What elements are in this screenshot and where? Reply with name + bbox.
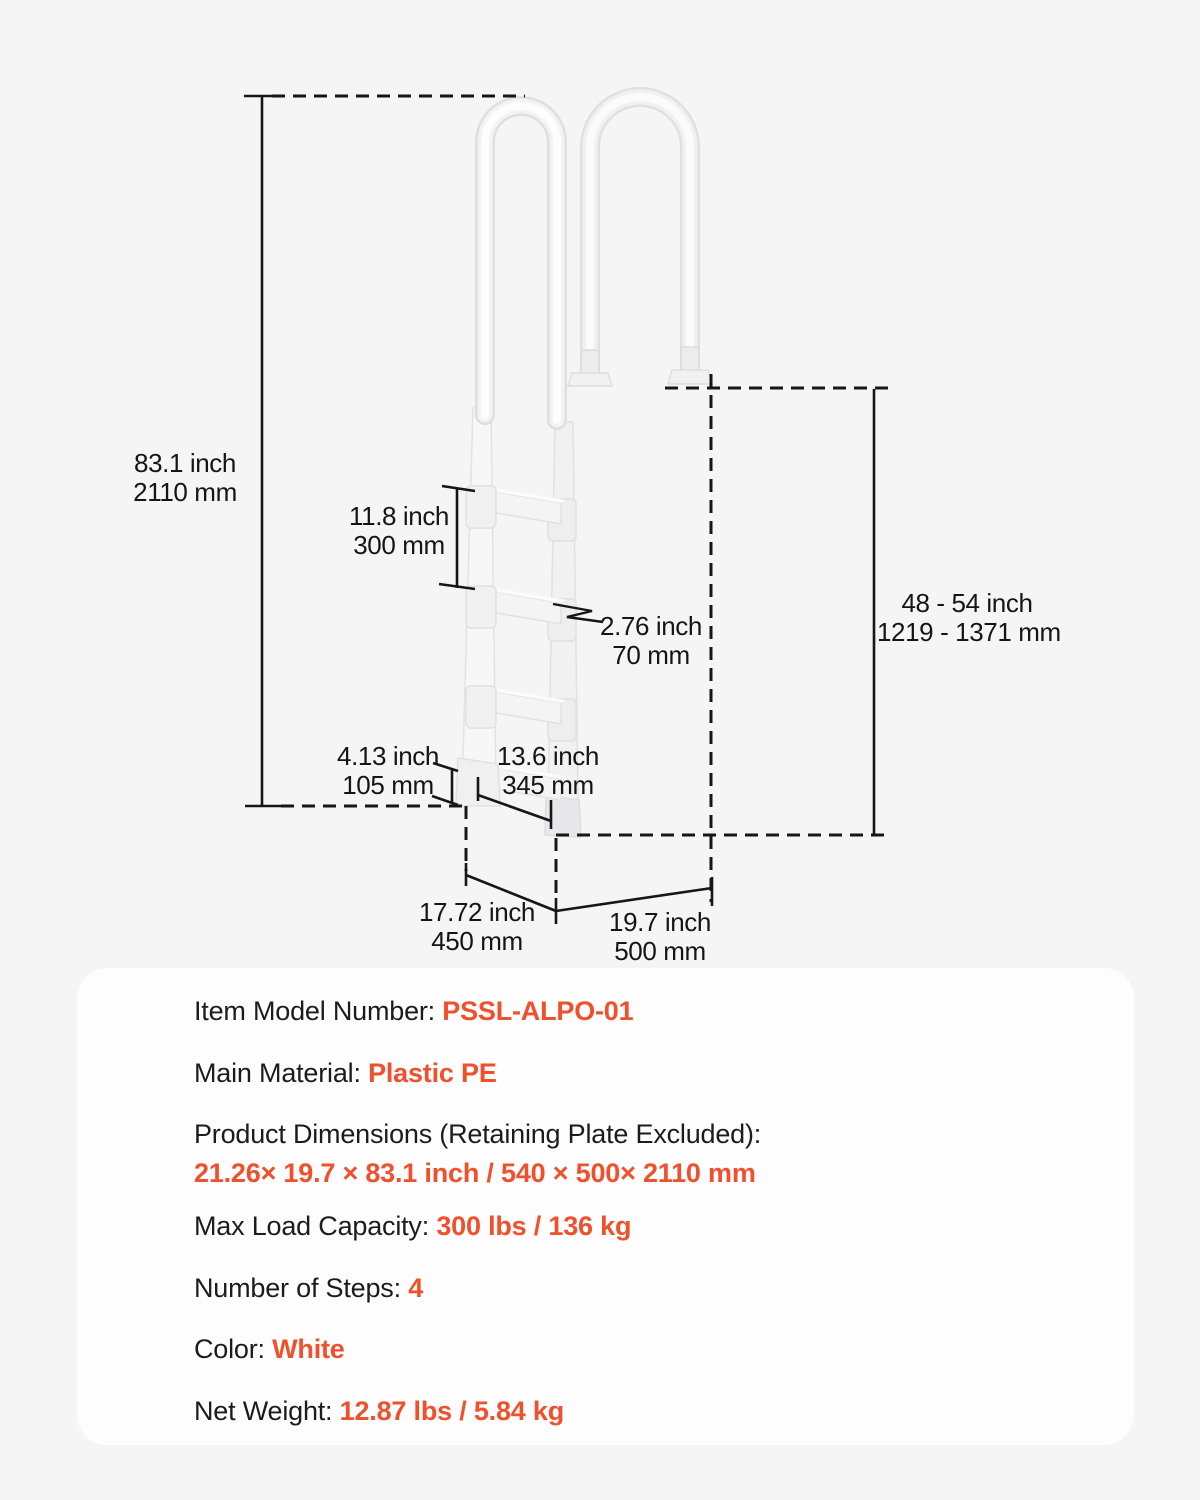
dim-label-base-depth-in: 17.72 inch [419,897,535,927]
dim-label-bottom-section-mm: 105 mm [342,770,434,800]
spec-row-max-load [194,1211,631,1242]
dim-label-base-width-mm: 500 mm [614,936,706,966]
dim-label-base-width [601,908,719,966]
dim-label-total-height-in: 83.1 inch [134,448,236,478]
spec-row-color [194,1334,345,1365]
dim-label-base-width-in: 19.7 inch [609,907,711,937]
spec-value: 21.26× 19.7 × 83.1 inch / 540 × 500× 2110 mm [194,1158,756,1188]
spec-value: 12.87 lbs / 5.84 kg [339,1396,565,1426]
mounting-flanges [568,347,712,386]
dim-label-step-thickness [594,612,708,670]
dim-label-base-depth-mm: 450 mm [431,926,523,956]
spec-row-product-dimensions [194,1119,761,1189]
spec-row-model-number [194,996,633,1027]
spec-label: Color: [194,1334,273,1364]
spec-row-steps [194,1273,423,1304]
dim-label-total-height-mm: 2110 mm [133,477,237,507]
dim-label-bottom-section [332,742,444,800]
spec-label: Product Dimensions (Retaining Plate Excluded): [194,1119,762,1149]
spec-label: Item Model Number: [194,996,443,1026]
dim-label-step-width-mm: 345 mm [502,770,594,800]
dim-label-step-width-in: 13.6 inch [497,741,599,771]
dim-label-step-thickness-in: 2.76 inch [600,611,702,641]
spec-value: PSSL-ALPO-01 [442,996,634,1026]
dim-label-base-depth [416,898,538,956]
spec-row-material [194,1058,497,1089]
dim-label-step-spacing-in: 11.8 inch [349,501,449,531]
dim-label-mount-range-mm: 1219 - 1371 mm [877,617,1061,647]
spec-label: Net Weight: [194,1396,340,1426]
spec-value: 4 [408,1273,424,1303]
dim-label-total-height [128,449,242,507]
dim-label-step-spacing [343,502,455,560]
spec-value: Plastic PE [368,1058,497,1088]
dim-label-bottom-section-in: 4.13 inch [337,741,439,771]
dim-label-mount-range [877,588,1061,647]
spec-panel [77,968,1134,1445]
spec-label: Main Material: [194,1058,369,1088]
ladder-front-handrail [485,106,557,420]
spec-label: Number of Steps: [194,1273,409,1303]
dim-label-step-spacing-mm: 300 mm [353,530,445,560]
spec-label: Max Load Capacity: [194,1211,437,1241]
spec-value: 300 lbs / 136 kg [436,1211,632,1241]
spec-value: White [272,1334,345,1364]
dim-label-step-width [492,742,604,800]
ladder-back-handrail [590,97,690,374]
dim-label-step-thickness-mm: 70 mm [612,640,690,670]
dim-label-mount-range-in: 48 - 54 inch [901,588,1033,618]
spec-row-net-weight [194,1396,564,1427]
ladder-illustration [456,97,712,837]
